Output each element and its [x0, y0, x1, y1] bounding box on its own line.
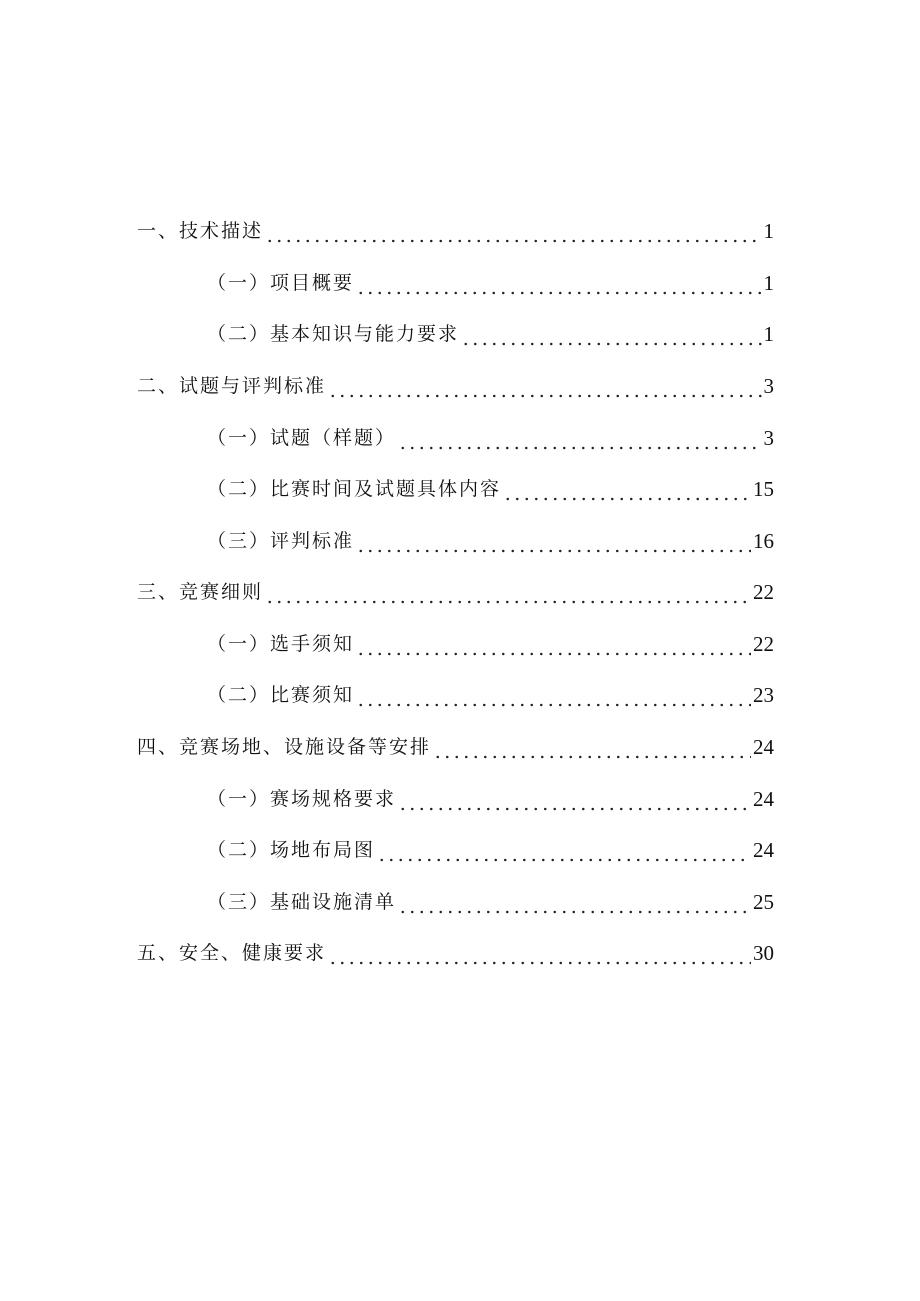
toc-entry-page: 3	[763, 374, 774, 398]
dot-leader	[461, 319, 761, 349]
dot-leader	[356, 680, 751, 710]
toc-entry-page: 3	[763, 426, 774, 450]
dot-leader	[503, 474, 751, 504]
dot-leader	[328, 938, 751, 968]
toc-entry-title: （一）试题（样题）	[207, 427, 397, 449]
toc-entry[interactable]	[207, 835, 774, 865]
toc-entry-title: 三、竞赛细则	[137, 581, 264, 603]
toc-entry[interactable]	[137, 216, 774, 246]
toc-entry-title: （一）赛场规格要求	[207, 788, 397, 810]
toc-entry-title: （三）基础设施清单	[207, 891, 397, 913]
toc-entry-title: （二）基本知识与能力要求	[207, 323, 460, 345]
toc-entry[interactable]	[137, 938, 774, 968]
toc-entry[interactable]	[207, 268, 774, 298]
toc-entry-page: 30	[753, 941, 774, 965]
dot-leader	[377, 835, 751, 865]
toc-entry[interactable]	[207, 526, 774, 556]
toc-entry-page: 16	[753, 529, 774, 553]
toc-entry[interactable]	[207, 319, 774, 349]
toc-entry-title: 四、竞赛场地、设施设备等安排	[137, 736, 432, 758]
toc-entry-page: 25	[753, 890, 774, 914]
toc-entry-page: 22	[753, 632, 774, 656]
dot-leader	[356, 526, 751, 556]
toc-entry[interactable]	[207, 474, 774, 504]
dot-leader	[265, 577, 751, 607]
dot-leader	[356, 268, 761, 298]
toc-entry-page: 24	[753, 787, 774, 811]
dot-leader	[398, 887, 751, 917]
dot-leader	[433, 732, 751, 762]
toc-entry-title: （二）比赛时间及试题具体内容	[207, 478, 502, 500]
toc-entry-title: （一）项目概要	[207, 272, 355, 294]
toc-entry-page: 1	[763, 322, 774, 346]
toc-entry-page: 23	[753, 683, 774, 707]
toc-entry-page: 24	[753, 735, 774, 759]
toc-entry-title: （一）选手须知	[207, 633, 355, 655]
dot-leader	[328, 371, 761, 401]
toc-entry[interactable]	[207, 629, 774, 659]
toc-entry[interactable]	[207, 887, 774, 917]
toc-entry-title: 二、试题与评判标准	[137, 375, 327, 397]
toc-entry-page: 1	[763, 271, 774, 295]
toc-entry-page: 22	[753, 580, 774, 604]
toc-entry-title: （三）评判标准	[207, 530, 355, 552]
toc-entry-title: 五、安全、健康要求	[137, 942, 327, 964]
toc-entry[interactable]	[137, 577, 774, 607]
dot-leader	[265, 216, 761, 246]
dot-leader	[398, 784, 751, 814]
toc-entry-title: （二）比赛须知	[207, 684, 355, 706]
dot-leader	[398, 423, 761, 453]
toc-entry[interactable]	[137, 732, 774, 762]
toc-entry[interactable]	[207, 784, 774, 814]
toc-entry[interactable]	[137, 371, 774, 401]
toc-entry[interactable]	[207, 680, 774, 710]
toc-entry-page: 24	[753, 838, 774, 862]
toc-entry-title: （二）场地布局图	[207, 839, 376, 861]
dot-leader	[356, 629, 751, 659]
toc-entry-page: 1	[763, 219, 774, 243]
toc-entry-page: 15	[753, 477, 774, 501]
toc-entry-title: 一、技术描述	[137, 220, 264, 242]
toc-entry[interactable]	[207, 423, 774, 453]
